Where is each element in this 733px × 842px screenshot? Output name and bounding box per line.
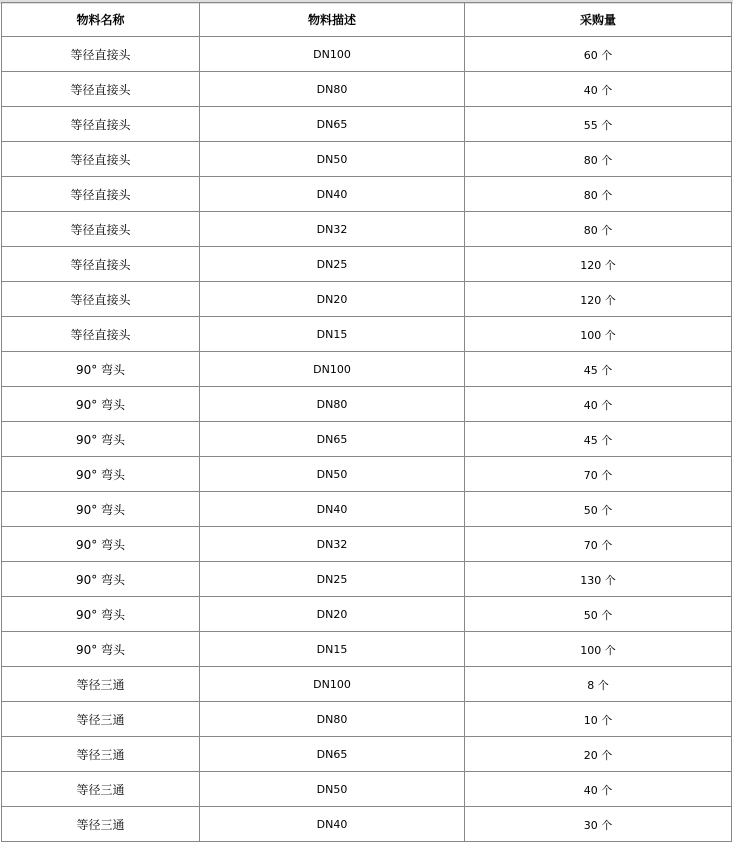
cell-material-description: DN100 — [200, 37, 465, 72]
cell-purchase-quantity: 45 个 — [465, 352, 732, 387]
cell-material-description: DN65 — [200, 737, 465, 772]
cell-material-name: 等径直接头 — [2, 177, 200, 212]
table-body — [2, 37, 732, 842]
cell-material-name: 90° 弯头 — [2, 457, 200, 492]
cell-material-name: 等径三通 — [2, 772, 200, 807]
header-row — [2, 3, 732, 37]
header-material-name: 物料名称 — [2, 3, 200, 37]
cell-material-name: 等径直接头 — [2, 107, 200, 142]
table-row — [2, 702, 732, 737]
cell-purchase-quantity: 45 个 — [465, 422, 732, 457]
cell-material-name: 90° 弯头 — [2, 492, 200, 527]
cell-material-name: 等径直接头 — [2, 282, 200, 317]
cell-purchase-quantity: 80 个 — [465, 177, 732, 212]
cell-material-description: DN100 — [200, 352, 465, 387]
cell-material-name: 90° 弯头 — [2, 632, 200, 667]
cell-purchase-quantity: 80 个 — [465, 212, 732, 247]
table-row — [2, 597, 732, 632]
cell-purchase-quantity: 55 个 — [465, 107, 732, 142]
cell-material-name: 等径直接头 — [2, 37, 200, 72]
cell-purchase-quantity: 8 个 — [465, 667, 732, 702]
cell-material-description: DN15 — [200, 317, 465, 352]
cell-purchase-quantity: 40 个 — [465, 772, 732, 807]
cell-purchase-quantity: 70 个 — [465, 457, 732, 492]
table-row — [2, 422, 732, 457]
cell-material-name: 等径直接头 — [2, 247, 200, 282]
cell-material-description: DN65 — [200, 422, 465, 457]
table-row — [2, 177, 732, 212]
cell-material-description: DN25 — [200, 247, 465, 282]
cell-material-name: 90° 弯头 — [2, 352, 200, 387]
table-row — [2, 632, 732, 667]
cell-material-description: DN80 — [200, 387, 465, 422]
cell-purchase-quantity: 120 个 — [465, 247, 732, 282]
table-row — [2, 317, 732, 352]
purchase-table — [1, 2, 732, 842]
table-header — [2, 3, 732, 37]
cell-purchase-quantity: 10 个 — [465, 702, 732, 737]
cell-material-description: DN100 — [200, 667, 465, 702]
cell-material-name: 等径三通 — [2, 807, 200, 842]
cell-material-description: DN25 — [200, 562, 465, 597]
table-row — [2, 772, 732, 807]
cell-material-description: DN50 — [200, 772, 465, 807]
cell-material-description: DN15 — [200, 632, 465, 667]
cell-material-name: 90° 弯头 — [2, 527, 200, 562]
table-row — [2, 72, 732, 107]
cell-material-description: DN32 — [200, 212, 465, 247]
cell-material-name: 等径三通 — [2, 737, 200, 772]
table-row — [2, 37, 732, 72]
cell-material-description: DN40 — [200, 807, 465, 842]
cell-material-description: DN80 — [200, 702, 465, 737]
table-row — [2, 212, 732, 247]
table-row — [2, 492, 732, 527]
cell-material-name: 90° 弯头 — [2, 562, 200, 597]
cell-material-description: DN50 — [200, 142, 465, 177]
cell-purchase-quantity: 100 个 — [465, 317, 732, 352]
cell-purchase-quantity: 100 个 — [465, 632, 732, 667]
cell-material-name: 等径直接头 — [2, 142, 200, 177]
cell-material-description: DN20 — [200, 597, 465, 632]
table-row — [2, 667, 732, 702]
header-purchase-quantity: 采购量 — [465, 3, 732, 37]
table-row — [2, 352, 732, 387]
table-row — [2, 737, 732, 772]
cell-material-description: DN80 — [200, 72, 465, 107]
cell-material-description: DN40 — [200, 177, 465, 212]
cell-material-name: 等径三通 — [2, 667, 200, 702]
cell-purchase-quantity: 70 个 — [465, 527, 732, 562]
cell-purchase-quantity: 50 个 — [465, 492, 732, 527]
table-row — [2, 142, 732, 177]
table-row — [2, 807, 732, 842]
header-material-description: 物料描述 — [200, 3, 465, 37]
cell-purchase-quantity: 40 个 — [465, 387, 732, 422]
cell-material-description: DN50 — [200, 457, 465, 492]
cell-purchase-quantity: 50 个 — [465, 597, 732, 632]
cell-material-name: 等径三通 — [2, 702, 200, 737]
cell-purchase-quantity: 120 个 — [465, 282, 732, 317]
cell-material-description: DN40 — [200, 492, 465, 527]
cell-material-name: 90° 弯头 — [2, 597, 200, 632]
table-row — [2, 527, 732, 562]
cell-material-description: DN32 — [200, 527, 465, 562]
cell-material-name: 等径直接头 — [2, 72, 200, 107]
cell-purchase-quantity: 130 个 — [465, 562, 732, 597]
table-row — [2, 387, 732, 422]
cell-purchase-quantity: 30 个 — [465, 807, 732, 842]
cell-purchase-quantity: 40 个 — [465, 72, 732, 107]
cell-material-name: 等径直接头 — [2, 317, 200, 352]
cell-material-name: 90° 弯头 — [2, 387, 200, 422]
table-row — [2, 562, 732, 597]
table-row — [2, 282, 732, 317]
cell-purchase-quantity: 60 个 — [465, 37, 732, 72]
table-row — [2, 457, 732, 492]
cell-purchase-quantity: 20 个 — [465, 737, 732, 772]
cell-material-name: 等径直接头 — [2, 212, 200, 247]
table-row — [2, 247, 732, 282]
table-row — [2, 107, 732, 142]
cell-purchase-quantity: 80 个 — [465, 142, 732, 177]
cell-material-name: 90° 弯头 — [2, 422, 200, 457]
cell-material-description: DN65 — [200, 107, 465, 142]
cell-material-description: DN20 — [200, 282, 465, 317]
